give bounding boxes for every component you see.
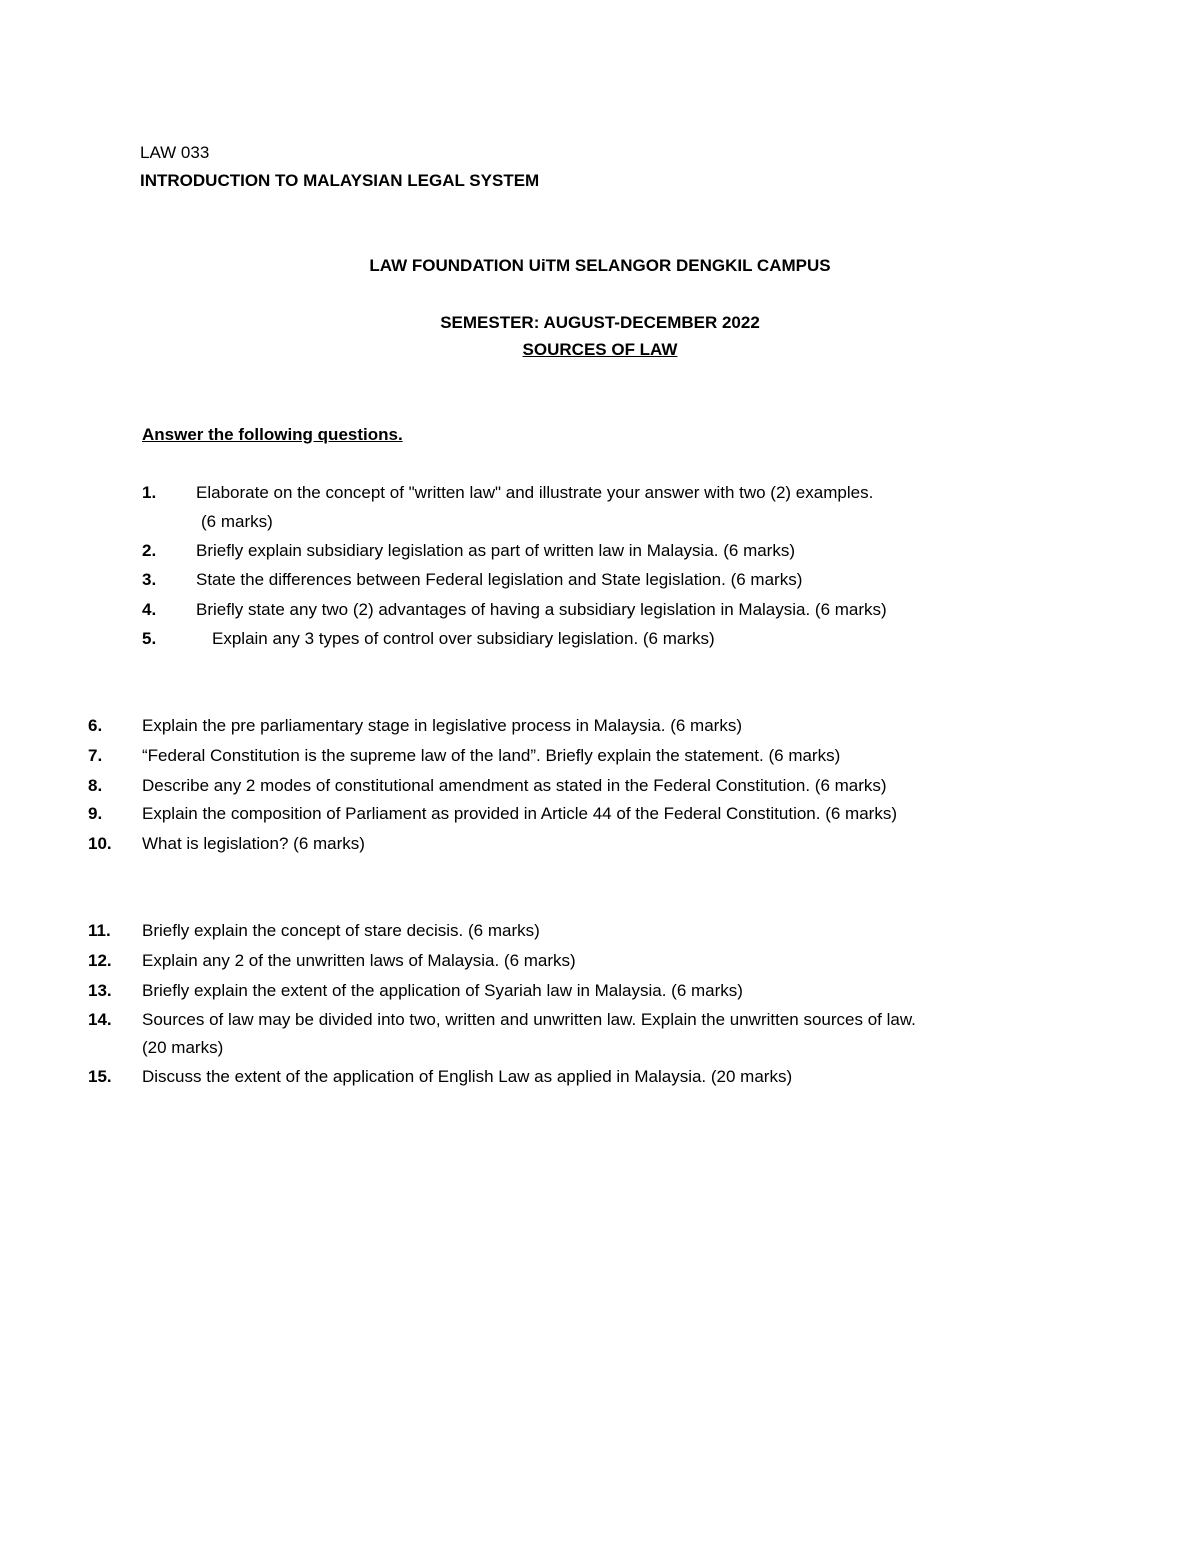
question-text: Explain any 2 of the unwritten laws of Malaysia. (6 marks) (142, 951, 576, 970)
question-number: 6. (88, 716, 103, 735)
question-number: 12. (88, 951, 112, 970)
question-text: Explain the composition of Parliament as provided in Article 44 of the Federal Constitution. (6 marks) (142, 804, 897, 823)
question-number: 5. (142, 629, 157, 648)
topic-heading: SOURCES OF LAW (522, 340, 678, 359)
question-number: 8. (88, 776, 103, 795)
question-number: 7. (88, 746, 103, 765)
question-text: Briefly explain the extent of the application of Syariah law in Malaysia. (6 marks) (142, 981, 743, 1000)
course-code: LAW 033 (140, 143, 210, 162)
question-text: Explain any 3 types of control over subsidiary legislation. (6 marks) (212, 629, 715, 648)
question-number: 11. (88, 921, 111, 940)
instructions-heading: Answer the following questions. (142, 425, 403, 444)
question-text: Sources of law may be divided into two, written and unwritten law. Explain the unwritten sources of law. (142, 1010, 916, 1029)
question-text: Briefly explain subsidiary legislation as part of written law in Malaysia. (6 marks) (196, 541, 796, 560)
question-text: Briefly state any two (2) advantages of having a subsidiary legislation in Malaysia. (6 marks) (196, 600, 887, 619)
question-text: State the differences between Federal legislation and State legislation. (6 marks) (196, 570, 803, 589)
question-marks: (6 marks) (201, 512, 273, 531)
question-number: 9. (88, 804, 103, 823)
institution-heading: LAW FOUNDATION UiTM SELANGOR DENGKIL CAMPUS (369, 256, 831, 275)
question-number: 15. (88, 1067, 112, 1086)
question-text: What is legislation? (6 marks) (142, 834, 365, 853)
semester-heading: SEMESTER: AUGUST-DECEMBER 2022 (440, 313, 760, 332)
question-text: Elaborate on the concept of "written law" and illustrate your answer with two (2) examples. (196, 483, 874, 502)
question-number: 10. (88, 834, 112, 853)
question-number: 1. (142, 483, 157, 502)
question-marks: (20 marks) (142, 1038, 224, 1057)
question-text: Discuss the extent of the application of English Law as applied in Malaysia. (20 marks) (142, 1067, 793, 1086)
question-text: Briefly explain the concept of stare decisis. (6 marks) (142, 921, 540, 940)
question-number: 4. (142, 600, 157, 619)
question-number: 2. (142, 541, 157, 560)
question-text: Explain the pre parliamentary stage in legislative process in Malaysia. (6 marks) (142, 716, 742, 735)
course-title: INTRODUCTION TO MALAYSIAN LEGAL SYSTEM (140, 171, 540, 190)
question-text: Describe any 2 modes of constitutional amendment as stated in the Federal Constitution. (6 marks) (142, 776, 887, 795)
topic-heading-wrap (0, 339, 1200, 361)
question-number: 13. (88, 981, 112, 1000)
question-number: 3. (142, 570, 157, 589)
question-number: 14. (88, 1010, 112, 1029)
question-text: “Federal Constitution is the supreme law of the land”. Briefly explain the statement. (6 marks) (142, 746, 841, 765)
